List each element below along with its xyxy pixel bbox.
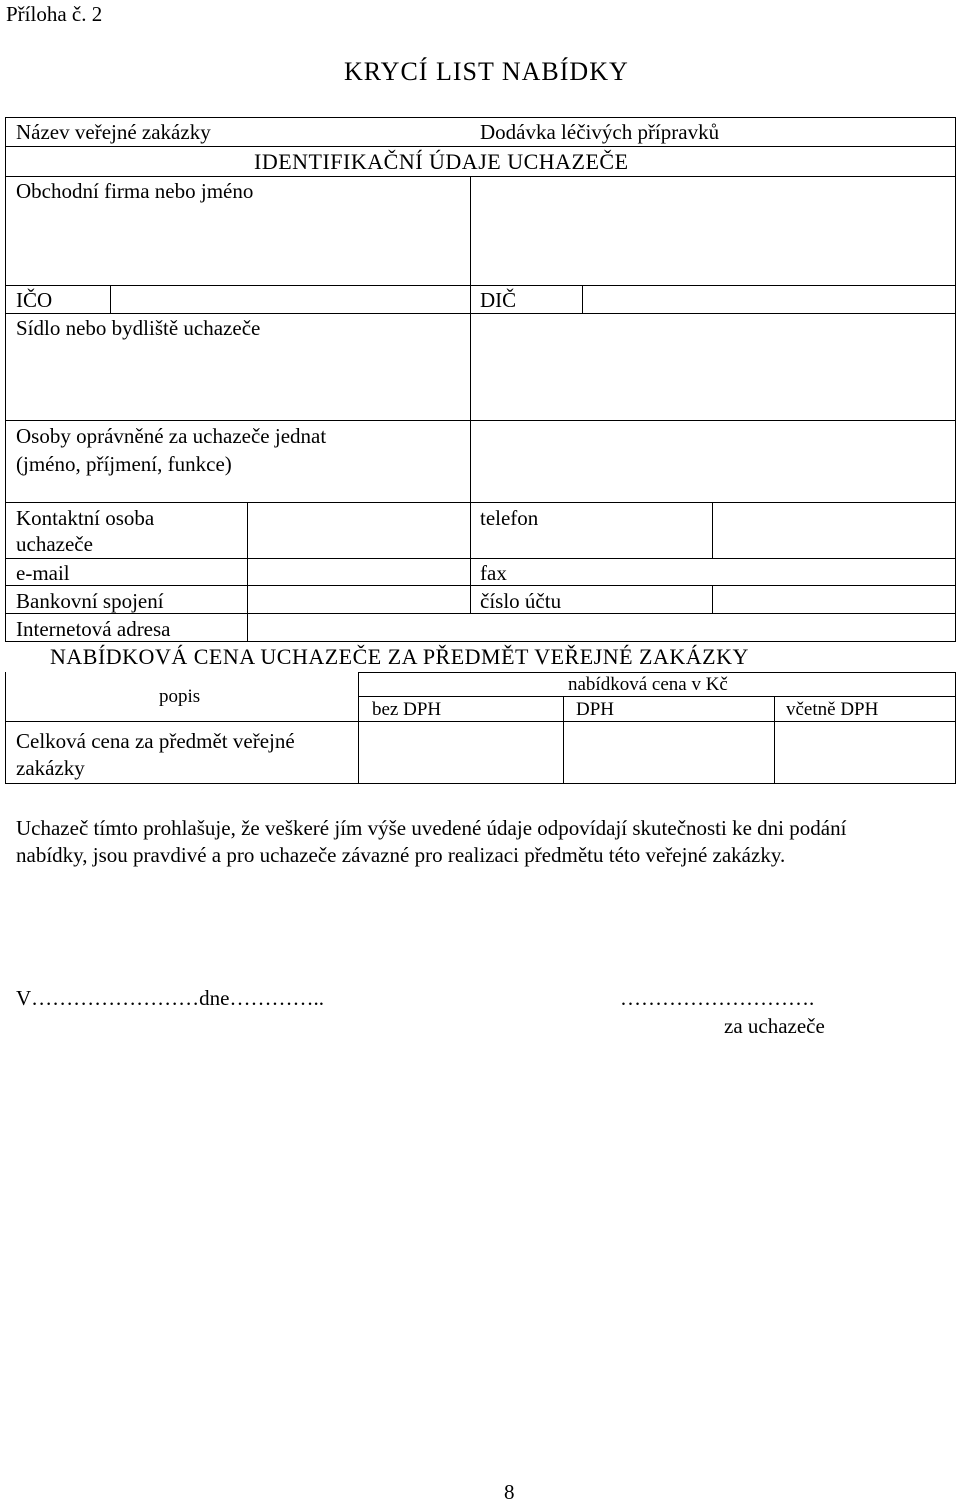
price-heading: NABÍDKOVÁ CENA UCHAZEČE ZA PŘEDMĚT VEŘEJNÉ ZAKÁZKY — [50, 644, 749, 669]
authorized-persons-sublabel: (jméno, příjmení, funkce) — [16, 452, 232, 476]
dic-label: DIČ — [480, 288, 517, 312]
phone-field[interactable] — [714, 504, 954, 557]
place-date-line: V……………………dne………….. — [16, 986, 324, 1010]
page-title: KRYCÍ LIST NABÍDKY — [344, 57, 629, 86]
fax-field[interactable] — [714, 560, 954, 584]
ico-label: IČO — [16, 288, 53, 312]
contract-name-label: Název veřejné zakázky — [16, 120, 211, 144]
total-price-sublabel: zakázky — [16, 756, 85, 780]
page-number: 8 — [504, 1480, 515, 1504]
bank-field[interactable] — [249, 587, 469, 612]
bank-label: Bankovní spojení — [16, 589, 164, 613]
total-price-label: Celková cena za předmět veřejné — [16, 729, 295, 753]
web-label: Internetová adresa — [16, 617, 171, 641]
signature-line: ………………………. — [620, 986, 815, 1010]
seat-label: Sídlo nebo bydliště uchazeče — [16, 316, 261, 340]
description-header: popis — [159, 686, 201, 707]
company-name-label: Obchodní firma nebo jméno — [16, 179, 254, 203]
col-no-vat-header: bez DPH — [372, 699, 442, 720]
contact-person-label: Kontaktní osoba — [16, 506, 155, 530]
email-label: e-mail — [16, 561, 70, 585]
account-label: číslo účtu — [480, 589, 562, 613]
ico-field[interactable] — [112, 287, 469, 312]
price-header: nabídková cena v Kč — [568, 674, 728, 695]
total-with-vat-field[interactable] — [776, 723, 954, 782]
total-vat-field[interactable] — [565, 723, 773, 782]
web-field[interactable] — [249, 615, 954, 640]
col-with-vat-header: včetně DPH — [786, 699, 879, 720]
authorized-persons-field[interactable] — [472, 422, 954, 501]
total-no-vat-field[interactable] — [360, 723, 562, 782]
identification-heading: IDENTIFIKAČNÍ ÚDAJE UCHAZEČE — [254, 149, 629, 174]
company-name-field[interactable] — [472, 178, 954, 284]
signature-label: za uchazeče — [724, 1014, 825, 1038]
declaration-line-1: Uchazeč tímto prohlašuje, že veškeré jím výše uvedené údaje odpovídají skutečnosti ke dni podání — [16, 816, 847, 840]
contact-person-sublabel: uchazeče — [16, 532, 93, 556]
annex-label: Příloha č. 2 — [6, 2, 103, 26]
authorized-persons-label: Osoby oprávněné za uchazeče jednat — [16, 424, 327, 448]
contact-person-field[interactable] — [249, 504, 469, 584]
declaration-line-2: nabídky, jsou pravdivé a pro uchazeče závazné pro realizaci předmětu této veřejné zakázky. — [16, 843, 786, 867]
seat-field[interactable] — [472, 315, 954, 419]
phone-label: telefon — [480, 506, 539, 530]
account-field[interactable] — [714, 587, 954, 612]
fax-label: fax — [480, 561, 507, 585]
contract-name-value: Dodávka léčivých přípravků — [480, 120, 720, 144]
col-vat-header: DPH — [576, 699, 615, 720]
dic-field[interactable] — [584, 287, 954, 312]
